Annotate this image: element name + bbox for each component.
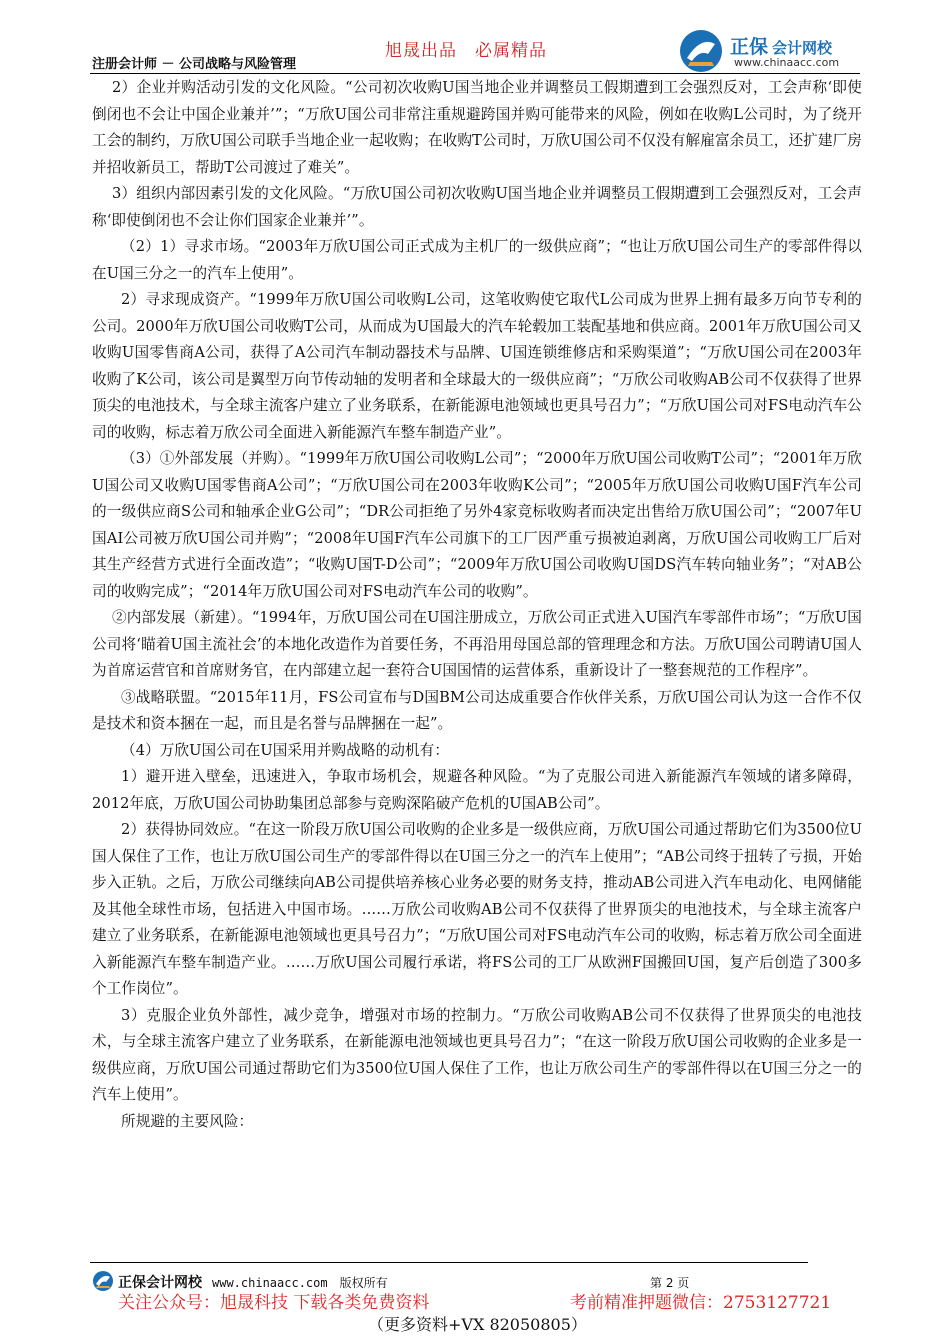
document-body — [92, 75, 862, 1135]
paragraph: 2）获得协同效应。“在这一阶段万欣U国公司收购的企业多是一级供应商，万欣U国公司通过帮助它们为3500位U国人保住了工作，也让万欣U国公司生产的零部件得以在U国三分之一的汽车上使用”；“AB公司终于扭转了亏损，开始步入正轨。之后，万欣公司继续向AB公司提供培养核心业务必要的财务支持，推动AB公司进入汽车电动化、电网储能及其他全球性市场，包括进入中国市场。……万欣公司收购AB公司不仅获得了世界顶尖的电池技术，与全球主流客户建立了业务联系，在新能源电池领域也更具号召力”；“万欣U国公司对FS电动汽车公司的收购，标志着万欣公司全面进入新能源汽车整车制造产业。……万欣U国公司履行承诺，将FS公司的工厂从欧洲F国搬回U国，复产后创造了300多个工作岗位”。 — [92, 821, 862, 997]
paragraph: 1）避开进入壁垒，迅速进入，争取市场机会，规避各种风险。“为了克服公司进入新能源汽车领域的诸多障碍，2012年底，万欣U国公司协助集团总部参与竞购深陷破产危机的U国AB公司”。 — [92, 768, 862, 812]
paragraph: ③战略联盟。“2015年11月，FS公司宣布与D国BM公司达成重要合作伙伴关系，万欣U国公司认为这一合作不仅是技术和资本捆在一起，而且是名誉与品牌捆在一起”。 — [92, 688, 862, 732]
brand-logo[interactable] — [678, 28, 878, 74]
brand-name-main: 正保 — [730, 36, 769, 58]
promo-more-materials: （更多资料+VX 82050805） — [368, 1315, 587, 1334]
footer-divider — [90, 1262, 808, 1263]
paragraph: 3）克服企业负外部性，减少竞争，增强对市场的控制力。“万欣公司收购AB公司不仅获得了世界顶尖的电池技术，与全球主流客户建立了业务联系，在新能源电池领域也更具号召力”；“在这一阶段万欣U国公司收购的企业多是一级供应商，万欣U国公司通过帮助它们为3500位U国人保住了工作，也让万欣公司生产的零部件得以在U国三分之一的汽车上使用”。 — [92, 1006, 862, 1103]
header-slogan: 旭晟出品 必属精品 — [385, 41, 547, 61]
paragraph: （4）万欣U国公司在U国采用并购战略的动机有： — [121, 741, 450, 759]
paragraph: 2）寻求现成资产。“1999年万欣U国公司收购L公司，这笔收购使它取代L公司成为世界上拥有最多万向节专利的公司。2000年万欣U国公司收购T公司，从而成为U国最大的汽车轮毂加工装配基地和供应商。2001年万欣U国公司又收购U国零售商A公司，获得了A公司汽车制动器技术与品牌、U国连锁维修店和采购渠道”；“万欣U国公司在2003年收购了K公司，该公司是翼型万向节传动轴的发明者和全球最大的一级供应商”；“万欣公司收购AB公司不仅获得了世界顶尖的电池技术，与全球主流客户建立了业务联系，在新能源电池领域也更具号召力”；“万欣U国公司对FS电动汽车公司的收购，标志着万欣公司全面进入新能源汽车整车制造产业”。 — [92, 291, 862, 441]
footer-brand: 正保会计网校 — [118, 1275, 202, 1291]
paragraph: （2）1）寻求市场。“2003年万欣U国公司正式成为主机厂的一级供应商”；“也让万欣U国公司生产的零部件得以在U国三分之一的汽车上使用”。 — [92, 238, 862, 282]
promo-wechat-account: 关注公众号：旭晟科技 下载各类免费资料 — [118, 1293, 430, 1313]
paragraph: 2）企业并购活动引发的文化风险。“公司初次收购U国当地企业并调整员工假期遭到工会强烈反对，工会声称‘即使倒闭也不会让中国企业兼并’”；“万欣U国公司非常注重规避跨国并购可能带来的风险，例如在收购L公司时，为了绕开工会的制约，万欣U国公司联手当地企业一起收购；在收购T公司时，万欣U国公司不仅没有解雇富余员工，还扩建厂房并招收新员工，帮助T公司渡过了难关”。 — [92, 79, 862, 176]
paragraph: 3）组织内部因素引发的文化风险。“万欣U国公司初次收购U国当地企业并调整员工假期遭到工会强烈反对，工会声称‘即使倒闭也不会让你们国家企业兼并’”。 — [92, 185, 862, 229]
footer-copyright: www.chinaacc.com 版权所有 — [212, 1276, 388, 1290]
course-title: 注册会计师 － 公司战略与风险管理 — [92, 57, 297, 72]
page-number: 第 2 页 — [650, 1276, 690, 1290]
brand-url[interactable]: www.chinaacc.com — [734, 56, 840, 69]
brand-name — [730, 32, 832, 59]
footer-logo-icon — [92, 1270, 114, 1292]
paragraph: 所规避的主要风险： — [121, 1112, 254, 1130]
promo-wechat-contact: 考前精准押题微信：2753127721 — [570, 1293, 832, 1313]
brand-name-sub: 会计网校 — [772, 39, 833, 57]
paragraph: （3）①外部发展（并购）。“1999年万欣U国公司收购L公司”；“2000年万欣U国公司收购T公司”；“2001年万欣U国公司又收购U国零售商A公司”；“万欣U国公司在2003年收购K公司”；“2005年万欣U国公司收购U国F汽车公司的一级供应商S公司和轴承企业G公司”；“DR公司拒绝了另外4家竞标收购者而决定出售给万欣U国公司”；“2007年U国AI公司被万欣U国公司并购”；“2008年U国F汽车公司旗下的工厂因严重亏损被迫剥离，万欣U国公司收购工厂后对其生产经营方式进行全面改造”；“收购U国T-D公司”；“2009年万欣U国公司收购U国DS汽车转向轴业务”；“对AB公司的收购完成”；“2014年万欣U国公司对FS电动汽车公司的收购”。 — [92, 450, 862, 600]
header-divider — [90, 73, 860, 74]
paragraph: ②内部发展（新建）。“1994年，万欣U国公司在U国注册成立，万欣公司正式进入U国汽车零部件市场”；“万欣U国公司将‘瞄着U国主流社会’的本地化改造作为首要任务，不再沿用母国总部的管理理念和方法。万欣U国公司聘请U国人为首席运营官和首席财务官，在内部建立起一套符合U国国情的运营体系，重新设计了一整套规范的工作程序”。 — [92, 609, 862, 679]
brand-logo-icon — [678, 28, 724, 74]
